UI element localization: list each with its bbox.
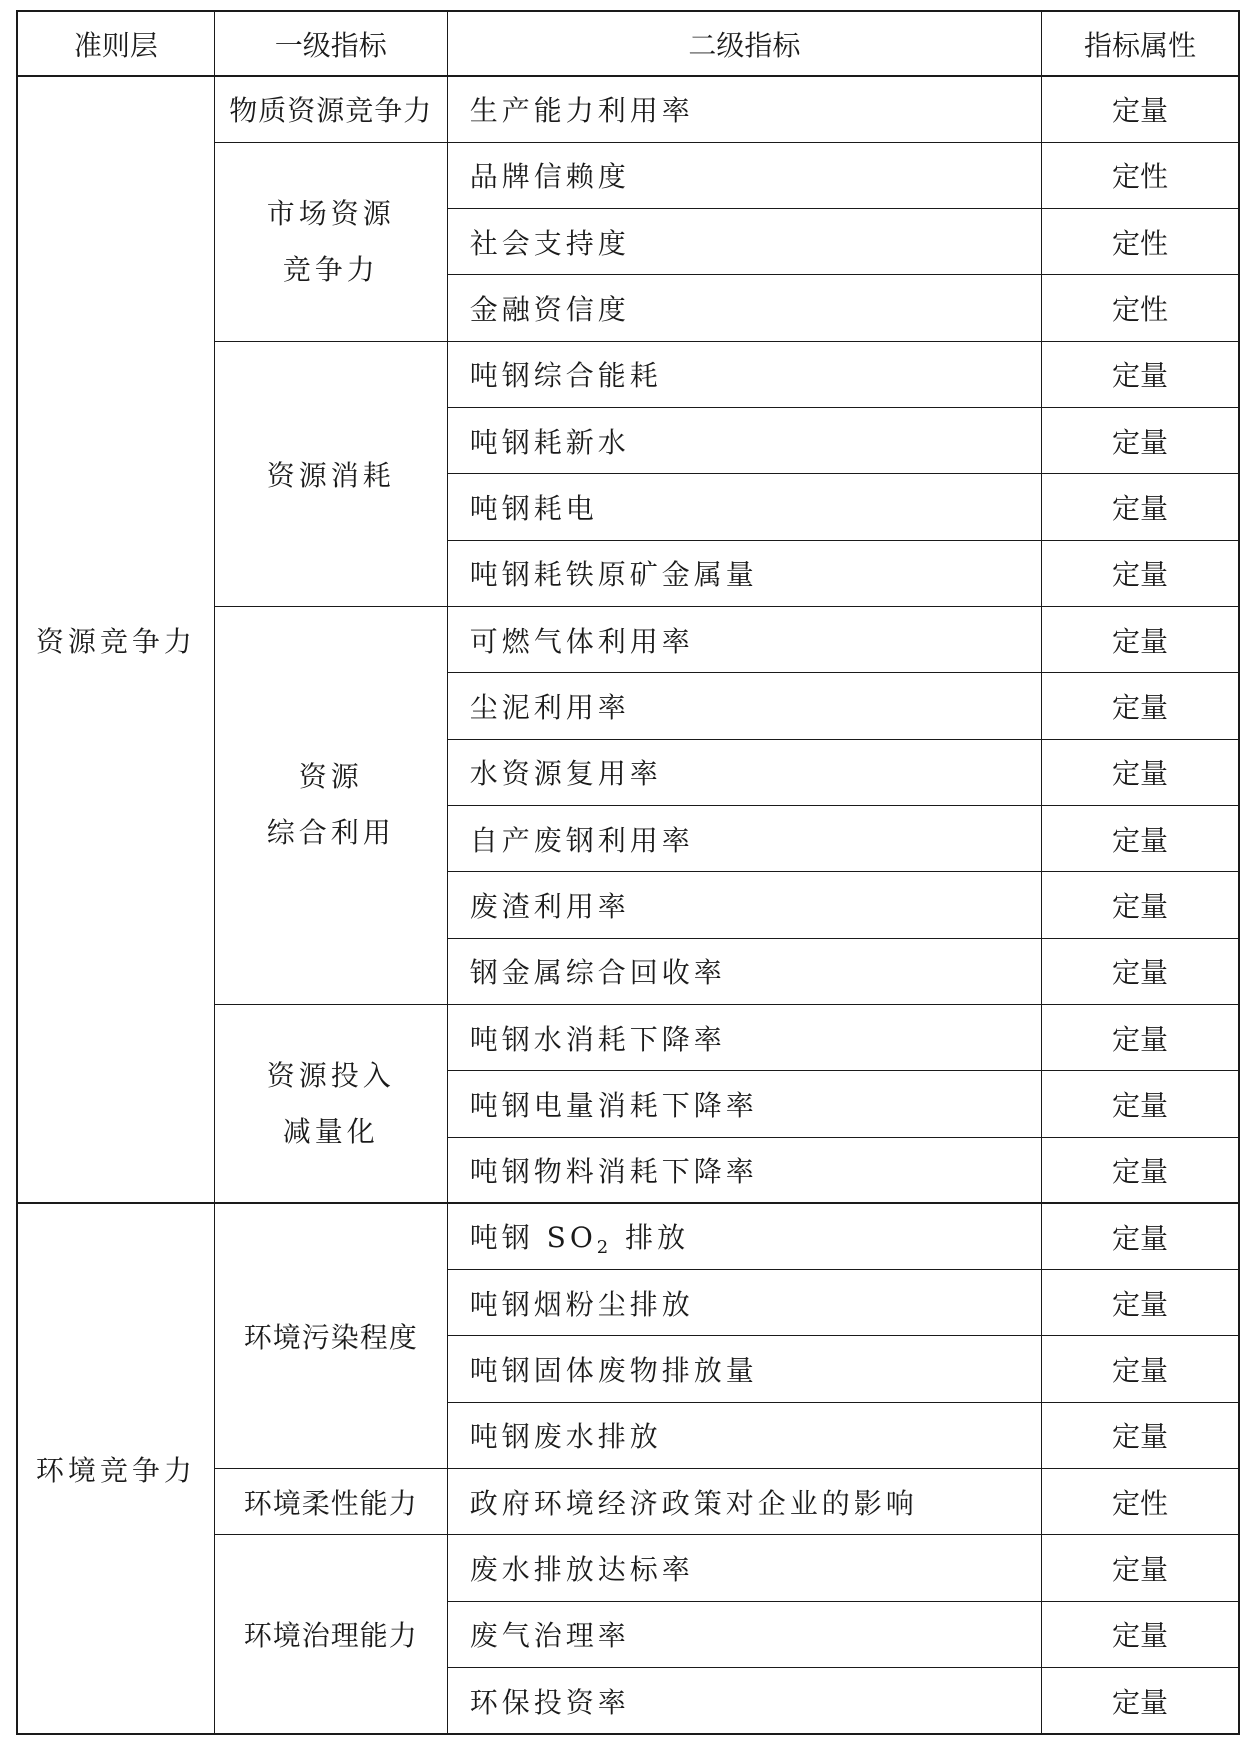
- level2-cell: 吨钢固体废物排放量: [447, 1336, 1041, 1402]
- so2-subscript: 2: [596, 1236, 613, 1258]
- criterion-cell: 环境竞争力: [17, 1203, 214, 1734]
- level2-cell: 吨钢耗电: [447, 474, 1041, 540]
- so2-prefix: 吨钢 SO: [469, 1220, 597, 1254]
- attribute-cell: 定性: [1042, 1469, 1239, 1535]
- attribute-cell: 定量: [1042, 1137, 1239, 1203]
- attribute-cell: 定性: [1042, 142, 1239, 208]
- attribute-cell: 定量: [1042, 1203, 1239, 1269]
- level2-cell: 品牌信赖度: [447, 142, 1041, 208]
- attribute-cell: 定量: [1042, 1668, 1239, 1735]
- attribute-cell: 定量: [1042, 1004, 1239, 1070]
- level2-cell: 吨钢烟粉尘排放: [447, 1270, 1041, 1336]
- attribute-cell: 定量: [1042, 938, 1239, 1004]
- header-level1: 一级指标: [214, 11, 447, 76]
- attribute-cell: 定量: [1042, 76, 1239, 142]
- attribute-cell: 定性: [1042, 275, 1239, 341]
- level2-cell: 吨钢耗新水: [447, 408, 1041, 474]
- criterion-cell: 资源竞争力: [17, 76, 214, 1203]
- level2-cell: 吨钢水消耗下降率: [447, 1004, 1041, 1070]
- header-attribute: 指标属性: [1042, 11, 1239, 76]
- level2-cell: 吨钢电量消耗下降率: [447, 1071, 1041, 1137]
- level2-cell: 废水排放达标率: [447, 1535, 1041, 1601]
- level1-cell: 资源消耗: [214, 341, 447, 606]
- attribute-cell: 定量: [1042, 474, 1239, 540]
- table-row: [17, 1203, 1239, 1269]
- level1-cell: 资源 综合利用: [214, 607, 447, 1005]
- attribute-cell: 定量: [1042, 540, 1239, 606]
- level1-cell: 环境柔性能力: [214, 1469, 447, 1535]
- level2-cell: 尘泥利用率: [447, 673, 1041, 739]
- level2-cell: [447, 1203, 1041, 1269]
- level2-cell: 生产能力利用率: [447, 76, 1041, 142]
- level1-cell: 物质资源竞争力: [214, 76, 447, 142]
- attribute-cell: 定量: [1042, 1402, 1239, 1468]
- attribute-cell: 定量: [1042, 1270, 1239, 1336]
- level2-cell: 社会支持度: [447, 209, 1041, 275]
- attribute-cell: 定量: [1042, 341, 1239, 407]
- level2-cell: 可燃气体利用率: [447, 607, 1041, 673]
- attribute-cell: 定量: [1042, 408, 1239, 474]
- attribute-cell: 定量: [1042, 1601, 1239, 1667]
- header-criterion: 准则层: [17, 11, 214, 76]
- level2-cell: 吨钢物料消耗下降率: [447, 1137, 1041, 1203]
- header-row: [17, 11, 1239, 76]
- level2-cell: 吨钢耗铁原矿金属量: [447, 540, 1041, 606]
- level2-cell: 废渣利用率: [447, 872, 1041, 938]
- level1-cell: 环境治理能力: [214, 1535, 447, 1734]
- header-level2: 二级指标: [447, 11, 1041, 76]
- table-row: [17, 76, 1239, 142]
- level2-cell: 吨钢废水排放: [447, 1402, 1041, 1468]
- indicator-table: [16, 10, 1240, 1735]
- level2-cell: 政府环境经济政策对企业的影响: [447, 1469, 1041, 1535]
- level2-cell: 自产废钢利用率: [447, 805, 1041, 871]
- so2-suffix: 排放: [612, 1220, 690, 1254]
- attribute-cell: 定量: [1042, 805, 1239, 871]
- attribute-cell: 定性: [1042, 209, 1239, 275]
- attribute-cell: 定量: [1042, 1535, 1239, 1601]
- level1-cell: 资源投入 减量化: [214, 1004, 447, 1203]
- attribute-cell: 定量: [1042, 739, 1239, 805]
- attribute-cell: 定量: [1042, 673, 1239, 739]
- level2-cell: 吨钢综合能耗: [447, 341, 1041, 407]
- level2-cell: 环保投资率: [447, 1668, 1041, 1735]
- attribute-cell: 定量: [1042, 872, 1239, 938]
- attribute-cell: 定量: [1042, 607, 1239, 673]
- attribute-cell: 定量: [1042, 1336, 1239, 1402]
- level2-cell: 废气治理率: [447, 1601, 1041, 1667]
- level2-cell: 金融资信度: [447, 275, 1041, 341]
- level2-cell: 水资源复用率: [447, 739, 1041, 805]
- attribute-cell: 定量: [1042, 1071, 1239, 1137]
- level2-cell: 钢金属综合回收率: [447, 938, 1041, 1004]
- level1-cell: 环境污染程度: [214, 1203, 447, 1468]
- level1-cell: 市场资源 竞争力: [214, 142, 447, 341]
